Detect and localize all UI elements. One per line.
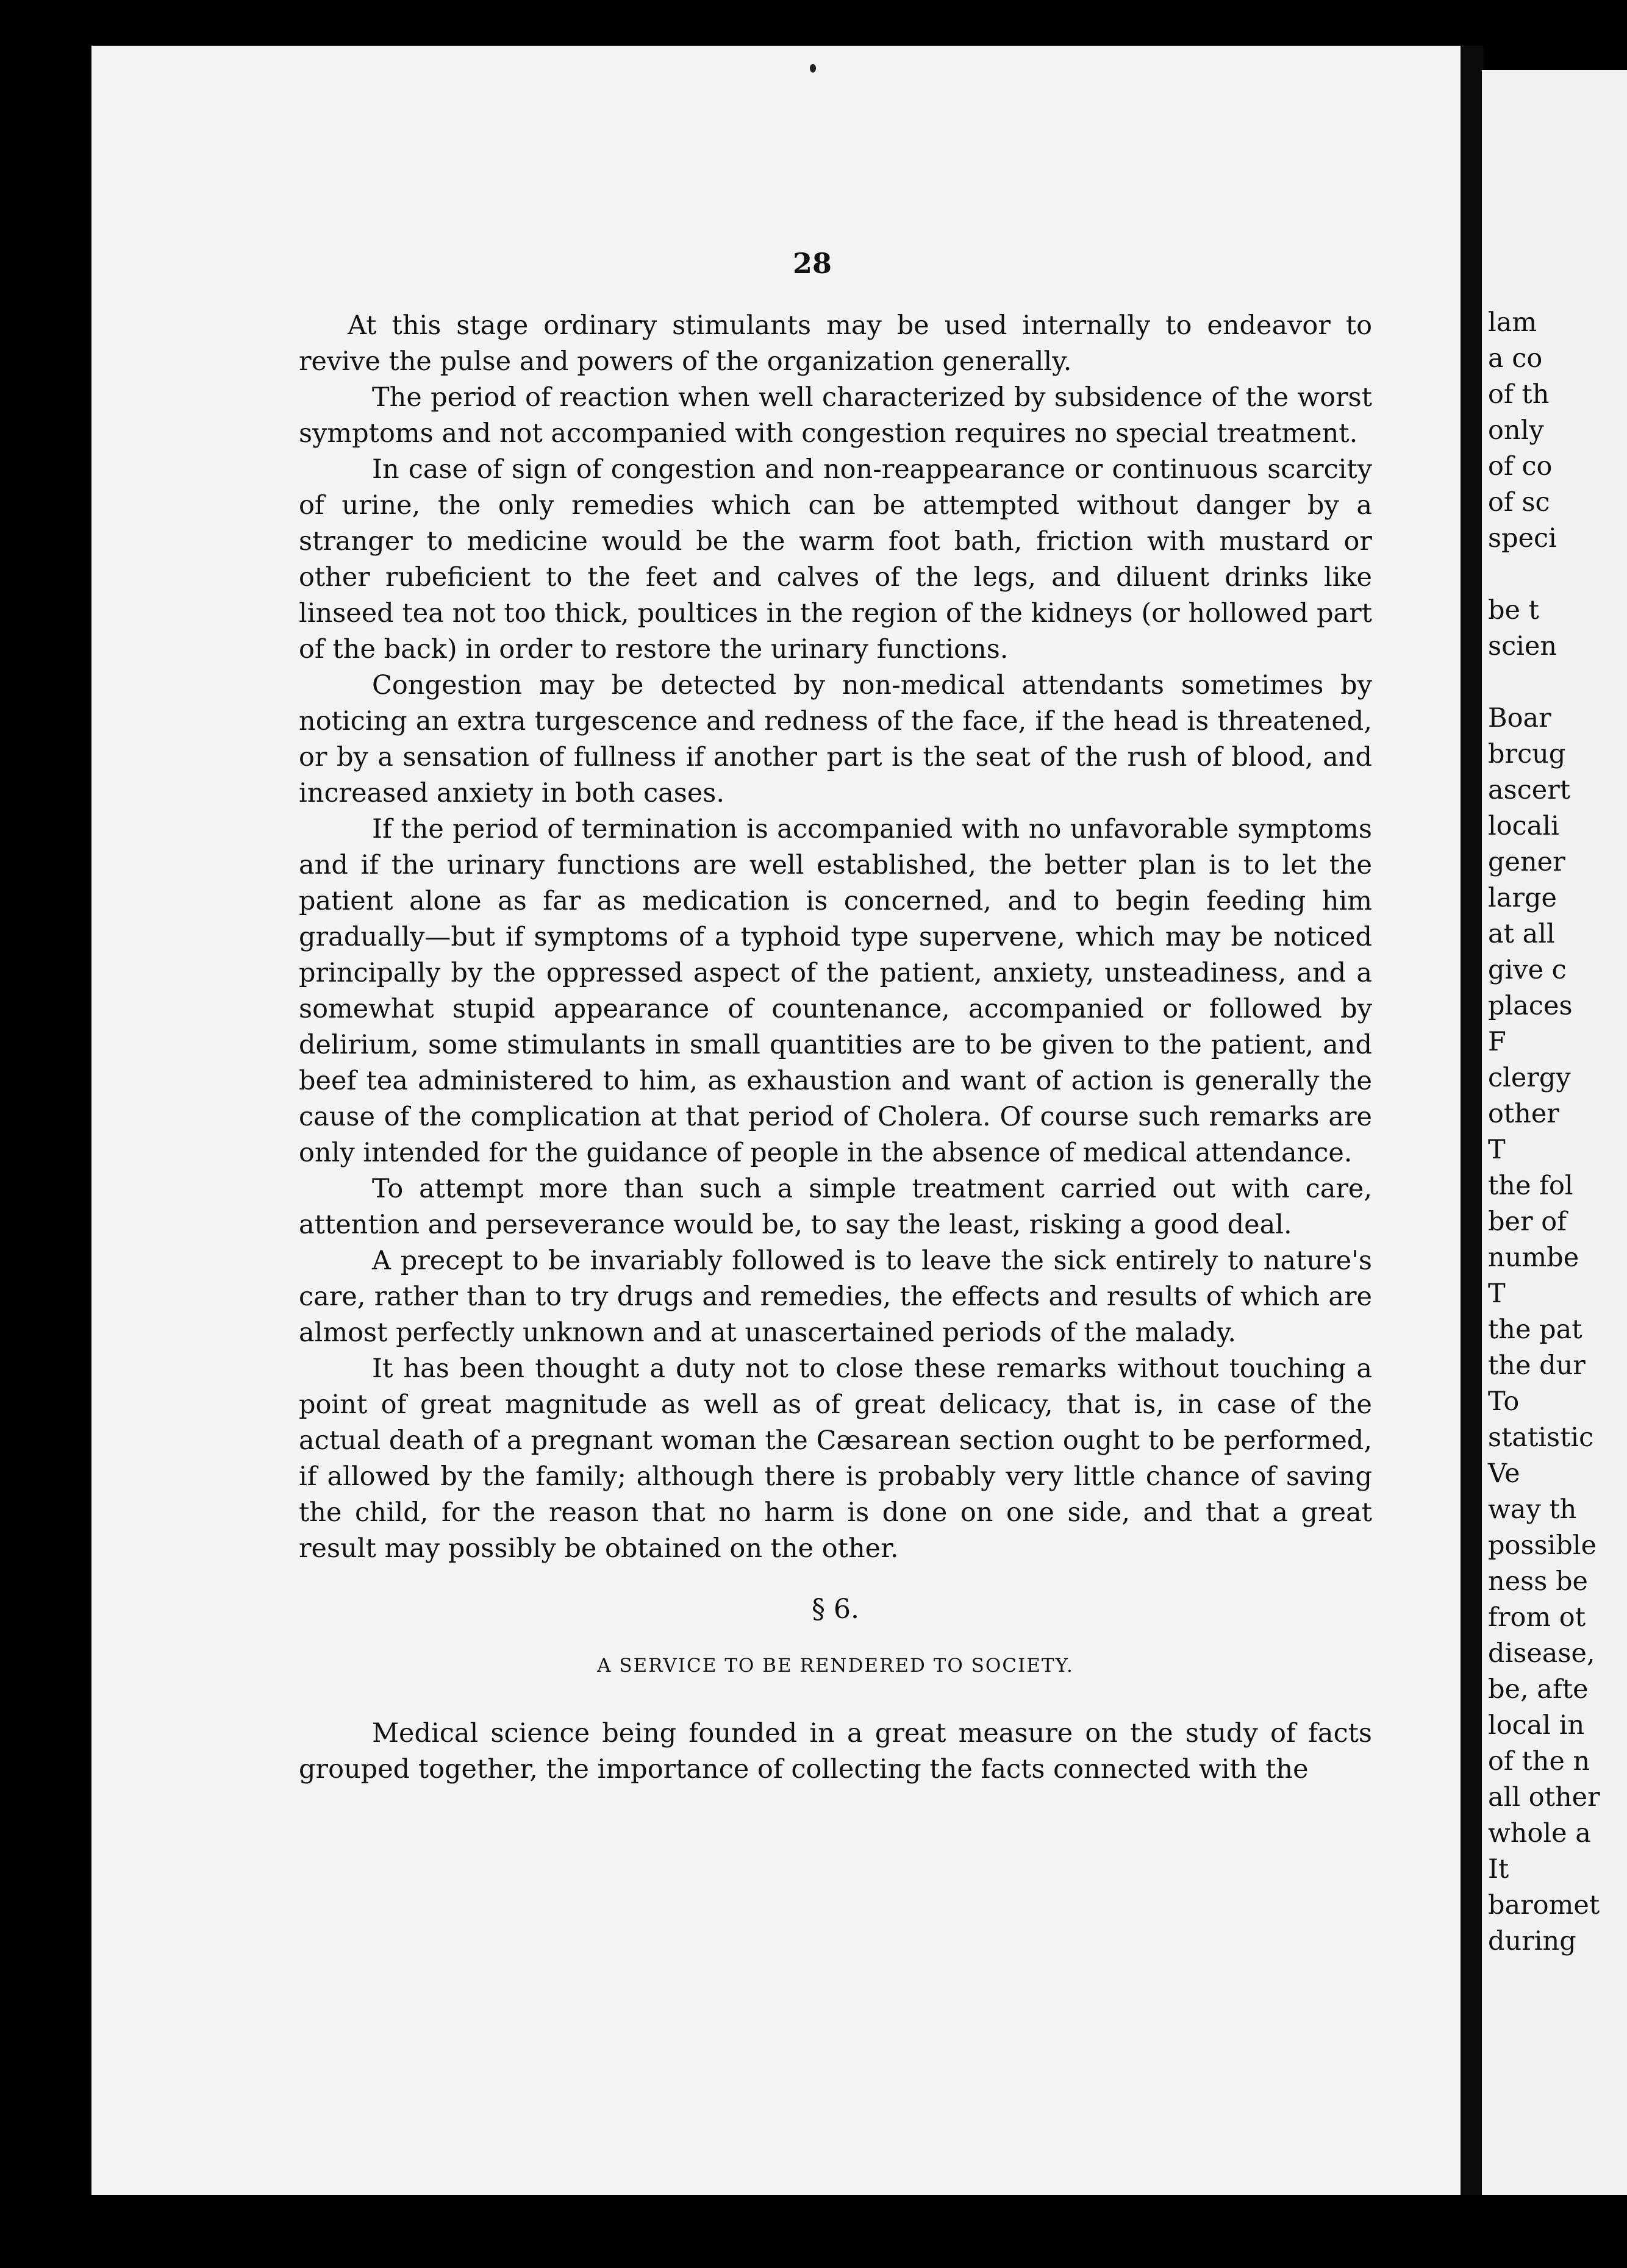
right-page-line: F (1488, 1027, 1506, 1057)
right-page-line: locali (1488, 811, 1559, 841)
right-page-line: be, afte (1488, 1674, 1589, 1705)
right-page-line: other (1488, 1099, 1559, 1129)
right-page-line: Ve (1488, 1458, 1520, 1489)
right-page-line: of sc (1488, 487, 1550, 518)
right-page-line: lam (1488, 307, 1537, 338)
paragraph-4: Congestion may be detected by non-medical attendants sometimes by noticing an extra turgescence and redness of the face, if the head is threatened, or by a sensation of fullness if another part is the seat of the rush of blood, and increased anxiety in both cases. (299, 670, 1372, 808)
right-page-line: scien (1488, 631, 1557, 661)
right-page-line: To (1488, 1386, 1520, 1417)
closing-paragraph: Medical science being founded in a great measure on the study of facts grouped together, the importance of collecting the facts connected with the (299, 1718, 1372, 1785)
right-page-line: at all (1488, 919, 1555, 949)
right-page-line: gener (1488, 847, 1565, 877)
paragraph-7: A precept to be invariably followed is to leave the sick entirely to nature's care, rather than to try drugs and remedies, the effects and results of which are almost perfectly unknown and at unascertained periods of the malady. (299, 1246, 1372, 1348)
right-page-line: all other (1488, 1782, 1600, 1813)
paragraph-8: It has been thought a duty not to close these remarks without touching a point of great magnitude as well as of great delicacy, that is, in case of the actual death of a pregnant woman the Cæsarean section ought to be performed, if allowed by the family; although there is probably very little chance of saving the child, for the reason that no harm is done on one side, and that a great result may possibly be obtained on the other. (299, 1353, 1372, 1564)
right-page-line: possible (1488, 1530, 1597, 1561)
right-page-line: large (1488, 883, 1557, 913)
right-page-line: ascert (1488, 775, 1571, 805)
right-page-line: of th (1488, 379, 1550, 410)
right-page-text (1488, 305, 1627, 1960)
right-page-line: numbe (1488, 1243, 1579, 1273)
paragraph-6: To attempt more than such a simple treatment carried out with care, attention and perseverance would be, to say the least, risking a good deal. (299, 1174, 1372, 1240)
right-page-line: Boar (1488, 703, 1551, 733)
right-page-line: the pat (1488, 1314, 1582, 1345)
section-title: A SERVICE TO BE RENDERED TO SOCIETY. (597, 1655, 1074, 1677)
section-mark: § 6. (812, 1594, 859, 1625)
right-page-line: a co (1488, 343, 1543, 374)
right-page-line: ber of (1488, 1207, 1567, 1237)
main-text (299, 308, 1372, 1788)
right-page-line: the dur (1488, 1350, 1586, 1381)
right-page-line: from ot (1488, 1602, 1586, 1633)
right-page-line: T (1488, 1135, 1506, 1165)
right-page-line: only (1488, 415, 1544, 446)
right-page-line: give c (1488, 955, 1567, 985)
right-page-line: statistic (1488, 1422, 1594, 1453)
page-speck (810, 64, 816, 73)
right-page-line: It (1488, 1854, 1509, 1885)
right-page-line: clergy (1488, 1063, 1571, 1093)
right-page-line: places (1488, 991, 1573, 1021)
right-page-line: of the n (1488, 1746, 1590, 1777)
right-page-line: the fol (1488, 1171, 1573, 1201)
right-page-line: local in (1488, 1710, 1585, 1741)
right-page-line: way th (1488, 1494, 1577, 1525)
book-spine (1461, 46, 1484, 2195)
right-page-line: be t (1488, 595, 1539, 626)
paragraph-5: If the period of termination is accompanied with no unfavorable symptoms and if the urinary functions are well established, the better plan is to let the patient alone as far as medication is concerned, and to begin feeding him gradually—but if symptoms of a typhoid type supervene, which may be noticed principally by the oppressed aspect of the patient, anxiety, unsteadiness, and a somewhat stupid appearance of countenance, accompanied or followed by delirium, some stimulants in small quantities are to be given to the patient, and beef tea administered to him, as exhaustion and want of action is generally the cause of the complication at that period of Cholera. Of course such remarks are only intended for the guidance of people in the absence of medical attendance. (299, 814, 1372, 1168)
right-page-line: disease, (1488, 1638, 1595, 1669)
page-number: 28 (793, 247, 832, 280)
paragraph-1: At this stage ordinary stimulants may be used internally to endeavor to revive the pulse and powers of the organization generally. (299, 310, 1372, 377)
paragraph-2: The period of reaction when well characterized by subsidence of the worst symptoms and not accompanied with congestion requires no special treatment. (299, 382, 1372, 449)
right-page-line: of co (1488, 451, 1553, 482)
right-page-line: speci (1488, 523, 1557, 554)
right-page-line: whole a (1488, 1818, 1591, 1849)
right-page-line (1488, 665, 1627, 701)
right-page-line: ness be (1488, 1566, 1588, 1597)
right-page-line: baromet (1488, 1890, 1600, 1920)
right-page-line: T (1488, 1278, 1506, 1309)
right-page-line: during (1488, 1926, 1576, 1956)
right-page-line: brcug (1488, 739, 1566, 769)
right-page-line (1488, 557, 1627, 593)
paragraph-3: In case of sign of congestion and non-reappearance or continuous scarcity of urine, the only remedies which can be attempted without danger by a stranger to medicine would be the warm foot bath, friction with mustard or other rubeficient to the feet and calves of the legs, and diluent drinks like linseed tea not too thick, poultices in the region of the kidneys (or hollowed part of the back) in order to restore the urinary functions. (299, 454, 1372, 665)
